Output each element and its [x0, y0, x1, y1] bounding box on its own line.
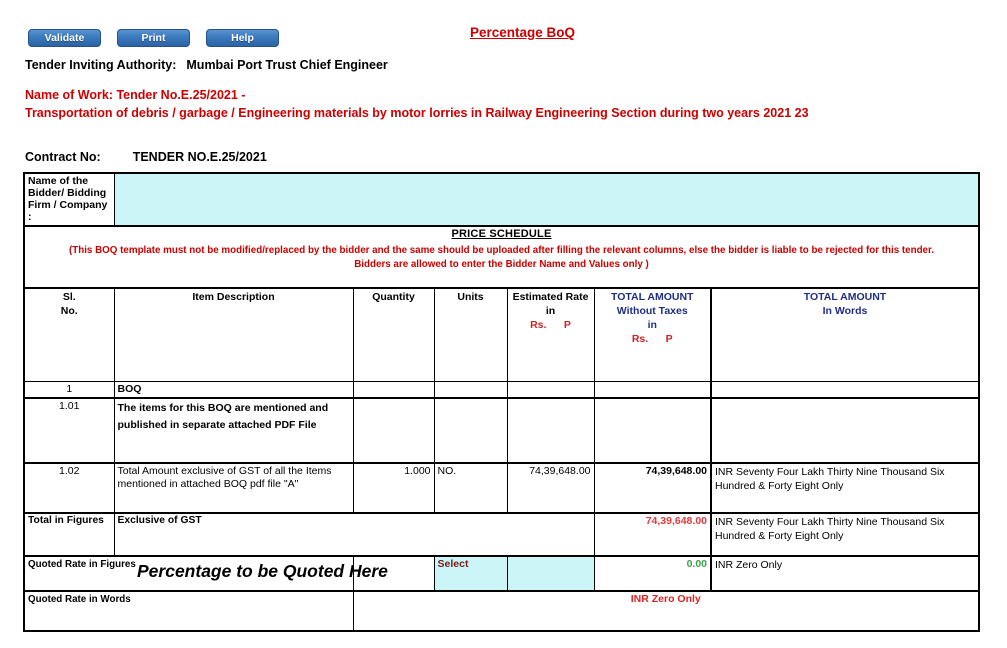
- row101-qty: [353, 398, 434, 463]
- total-in-figures-words: INR Seventy Four Lakh Thirty Nine Thousand Six Hundred & Forty Eight Only: [711, 513, 979, 556]
- quoted-rate-words-value: INR Zero Only: [353, 591, 979, 631]
- price-schedule-title: PRICE SCHEDULE: [451, 228, 552, 240]
- quoted-rate-input[interactable]: [507, 556, 594, 591]
- row102-units: NO.: [434, 463, 507, 513]
- name-of-work: [25, 86, 985, 122]
- row101-units: [434, 398, 507, 463]
- price-schedule-note: [28, 244, 975, 272]
- row102-sl: 1.02: [24, 463, 114, 513]
- row101-item: The items for this BOQ are mentioned and published in separate attached PDF File: [114, 398, 353, 463]
- print-button[interactable]: Print: [117, 29, 190, 47]
- quoted-rate-total-value: 0.00: [594, 556, 711, 591]
- col-header-sl-no: Sl. No.: [24, 288, 114, 381]
- tender-authority-label: Tender Inviting Authority:: [25, 58, 177, 72]
- price-schedule-cell: [24, 226, 979, 288]
- col-header-estimated-rate: Estimated Rate in Rs. P: [507, 288, 594, 381]
- row1-item: BOQ: [114, 381, 353, 398]
- price-schedule-row: [24, 226, 979, 288]
- page-title: Percentage BoQ: [470, 25, 576, 40]
- total-in-figures-label: Total in Figures: [24, 513, 114, 556]
- row102-words: INR Seventy Four Lakh Thirty Nine Thousand Six Hundred & Forty Eight Only: [711, 463, 979, 513]
- row1-sl: 1: [24, 381, 114, 398]
- row1-units: [434, 381, 507, 398]
- row101-words: [711, 398, 979, 463]
- row101-sl: 1.01: [24, 398, 114, 463]
- bidder-name-input[interactable]: [114, 173, 979, 226]
- total-in-figures-row: [24, 513, 979, 556]
- contract-no-line: [25, 150, 267, 164]
- price-schedule-note-line1: (This BOQ template must not be modified/replaced by the bidder and the same should be uploaded after filling the relevant columns, else the bidder is liable to be rejected for this tender.: [68, 245, 934, 256]
- row1-words: [711, 381, 979, 398]
- contract-no-label: Contract No:: [25, 150, 101, 164]
- quoted-rate-words-label-cell: [24, 591, 353, 631]
- table-row-1-01: [24, 398, 979, 463]
- row1-est-rate: [507, 381, 594, 398]
- col-header-quantity: Quantity: [353, 288, 434, 381]
- row101-total: [594, 398, 711, 463]
- col-header-total-amount: TOTAL AMOUNT Without Taxes in Rs. P: [594, 288, 711, 381]
- row102-total: 74,39,648.00: [594, 463, 711, 513]
- col-header-units: Units: [434, 288, 507, 381]
- quote-type-select[interactable]: Select: [434, 556, 507, 591]
- table-header-row: [24, 288, 979, 381]
- col-header-item-description: Item Description: [114, 288, 353, 381]
- total-in-figures-desc: Exclusive of GST: [114, 513, 594, 556]
- col-header-total-in-words: TOTAL AMOUNT In Words: [711, 288, 979, 381]
- row101-est-rate: [507, 398, 594, 463]
- boq-table: [23, 172, 980, 632]
- row102-est-rate: 74,39,648.00: [507, 463, 594, 513]
- bidder-row: [24, 173, 979, 226]
- contract-no-value: TENDER NO.E.25/2021: [132, 150, 267, 164]
- quoted-rate-words-row: [24, 591, 979, 631]
- quoted-rate-words-label: Quoted Rate in Words: [28, 594, 131, 605]
- toolbar: [28, 29, 279, 47]
- quoted-rate-figures-label: Quoted Rate in Figures: [28, 559, 136, 570]
- row1-total: [594, 381, 711, 398]
- bidder-name-label: Name of the Bidder/ Bidding Firm / Company :: [24, 173, 114, 226]
- tender-authority-value: Mumbai Port Trust Chief Engineer: [186, 58, 388, 72]
- price-schedule-note-line2: Bidders are allowed to enter the Bidder Name and Values only ): [354, 259, 649, 270]
- name-of-work-line2: Transportation of debris / garbage / Engineering materials by motor lorries in Railway Engineering Section during two years 2021 23: [25, 106, 809, 120]
- total-in-figures-value: 74,39,648.00: [594, 513, 711, 556]
- table-row-1: [24, 381, 979, 398]
- row102-item: Total Amount exclusive of GST of all the Items mentioned in attached BOQ pdf file "A": [114, 463, 353, 513]
- quoted-rate-words: INR Zero Only: [711, 556, 979, 591]
- quoted-rate-figures-label-cell: [24, 556, 388, 591]
- percentage-quote-annotation: Percentage to be Quoted Here: [137, 561, 388, 581]
- quoted-rate-figures-row: [24, 556, 979, 591]
- row1-qty: [353, 381, 434, 398]
- tender-authority-line: [25, 58, 388, 72]
- validate-button[interactable]: Validate: [28, 29, 101, 47]
- table-row-1-02: [24, 463, 979, 513]
- row102-qty: 1.000: [353, 463, 434, 513]
- name-of-work-line1: Name of Work: Tender No.E.25/2021 -: [25, 88, 246, 102]
- help-button[interactable]: Help: [206, 29, 279, 47]
